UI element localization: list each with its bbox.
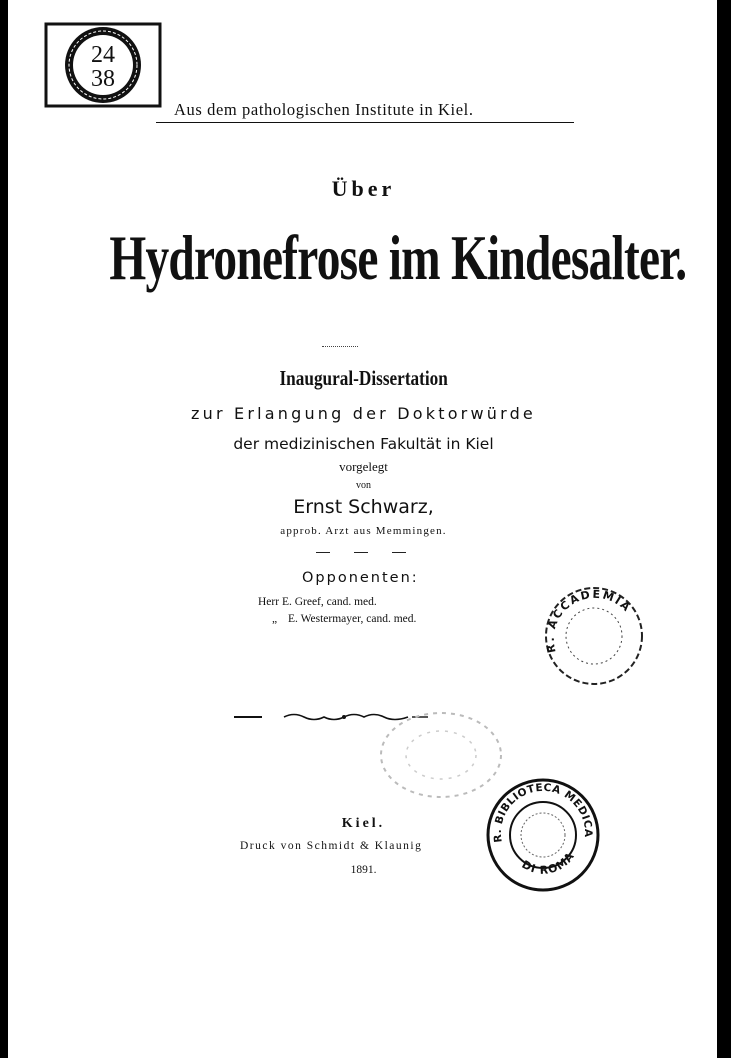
title-prefix: Über xyxy=(331,176,396,201)
printer: Druck von Schmidt & Klaunig xyxy=(240,840,423,852)
vorgelegt-text: vorgelegt xyxy=(339,459,388,474)
author-name: Ernst Schwarz, xyxy=(293,496,434,518)
biblioteca-stamp-bottom-text: DI ROMA xyxy=(519,849,578,877)
accademia-stamp-text: R. ACCADEMIA xyxy=(543,587,635,655)
author-note: approb. Arzt aus Memmingen. xyxy=(280,525,447,537)
title-separator xyxy=(322,346,358,347)
svg-text:R. ACCADEMIA xyxy=(544,588,634,654)
opponent-2: E. Westermayer, cand. med. xyxy=(288,613,417,625)
year: 1891. xyxy=(350,864,377,876)
dissertation-label: Inaugural-Dissertation xyxy=(279,366,448,390)
opponent-2-ditto: „ xyxy=(272,613,278,625)
document-page xyxy=(8,0,719,1058)
opponents-label: Opponenten: xyxy=(302,570,419,586)
author-separator xyxy=(316,552,414,554)
institute-line: Aus dem pathologischen Institute in Kiel. xyxy=(174,100,474,119)
title-block xyxy=(8,222,719,293)
main-title: Hydronefrose im Kindesalter. xyxy=(109,222,687,293)
stamp-number-top: 24 xyxy=(91,42,115,68)
stamp-number-bottom: 38 xyxy=(91,66,115,92)
degree-line: zur Erlangung der Doktorwürde xyxy=(191,404,536,423)
opponent-1: Herr E. Greef, cand. med. xyxy=(258,596,377,608)
library-number-stamp xyxy=(44,22,162,108)
scan-border-left xyxy=(0,0,8,1058)
scan-border-right xyxy=(717,0,731,1058)
accademia-stamp xyxy=(540,582,648,690)
biblioteca-stamp xyxy=(484,776,602,894)
biblioteca-stamp-top-text: R. BIBLIOTECA MEDICA xyxy=(491,781,595,844)
subtitle-block xyxy=(8,366,719,391)
institute-rule xyxy=(156,122,574,123)
von-text: von xyxy=(356,480,371,491)
faculty-line: der medizinischen Fakultät in Kiel xyxy=(233,435,494,453)
place: Kiel. xyxy=(341,816,386,831)
